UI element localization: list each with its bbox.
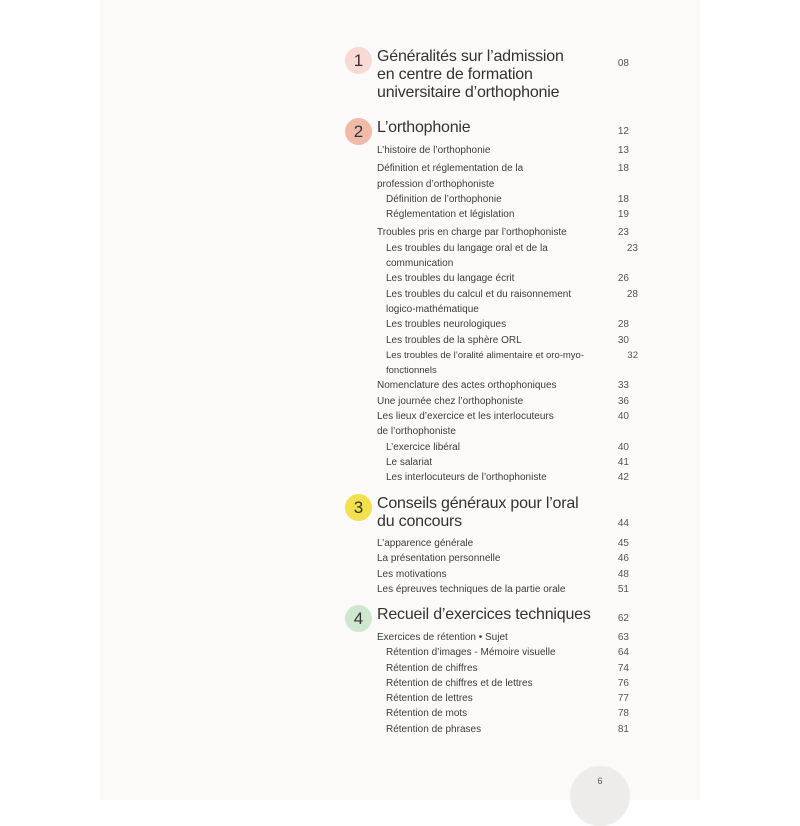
entry-page: 64 [617, 647, 629, 659]
section-1-number-badge: 1 [345, 47, 372, 74]
entry-title: Les interlocuteurs de l’orthophoniste [386, 472, 547, 484]
entry-page: 23 [626, 242, 638, 254]
entry-page: 30 [617, 334, 629, 346]
entry-page: 76 [617, 677, 629, 689]
entry-page: 46 [617, 553, 629, 565]
section-2-entries [377, 143, 638, 486]
entry-title: L’histoire de l’orthophonie [377, 145, 491, 156]
section-3-page: 44 [617, 518, 629, 529]
entry-title: Les épreuves techniques de la partie orale [377, 583, 566, 595]
page-number: 6 [597, 776, 603, 786]
section-2-page: 12 [617, 126, 629, 137]
entry-title: Les troubles de la sphère ORL [386, 334, 522, 346]
entry-page: 18 [617, 163, 629, 175]
entry-title: Nomenclature des actes orthophoniques [377, 380, 557, 392]
toc-entry [377, 691, 629, 706]
entry-title: Définition et réglementation de la profession d’orthophoniste [377, 163, 524, 190]
toc-entry [377, 348, 638, 379]
entry-page: 36 [617, 395, 629, 407]
entry-title: L’apparence générale [377, 538, 474, 549]
toc-entry [377, 207, 629, 222]
toc-entry [377, 333, 629, 348]
toc-entry [377, 241, 638, 272]
toc-entry [377, 536, 629, 551]
entry-page: 13 [617, 145, 629, 156]
entry-title: Les troubles du calcul et du raisonnement logico-mathématique [386, 288, 572, 315]
toc-entry [377, 661, 629, 676]
entry-title: Une journée chez l’orthophoniste [377, 395, 524, 407]
entry-page: 48 [617, 568, 629, 580]
toc-entry [377, 271, 629, 286]
section-3-number-badge: 3 [345, 494, 372, 521]
entry-title: Les lieux d’exercice et les interlocuteurs de l’orthophoniste [377, 411, 554, 438]
entry-page: 28 [626, 288, 638, 300]
toc-entry [377, 317, 629, 332]
entry-title: Réglementation et législation [386, 209, 515, 221]
entry-page: 40 [617, 441, 629, 453]
entry-page: 26 [617, 273, 629, 285]
entry-title: Les troubles du langage écrit [386, 273, 515, 285]
toc-entry [377, 645, 629, 660]
section-1-page: 08 [617, 58, 629, 69]
entry-page: 74 [617, 662, 629, 674]
section-4-number-badge: 4 [345, 605, 372, 632]
entry-page: 42 [617, 472, 629, 484]
toc-entry [377, 630, 629, 645]
entry-title: Les troubles neurologiques [386, 319, 507, 331]
toc-entry [377, 676, 629, 691]
entry-page: 23 [617, 227, 629, 239]
toc-entry [377, 455, 629, 470]
entry-title: Les troubles de l’oralité alimentaire et oro-myo-fonctionnels [386, 349, 585, 377]
toc-entry [377, 409, 629, 440]
entry-page: 18 [617, 193, 629, 205]
entry-page: 51 [617, 583, 629, 595]
section-2-number-badge: 2 [345, 118, 372, 145]
entry-page: 40 [617, 411, 629, 423]
toc-entry [377, 567, 629, 582]
toc-entry [377, 143, 629, 158]
entry-title: Rétention d’images - Mémoire visuelle [386, 647, 556, 659]
entry-title: Rétention de chiffres et de lettres [386, 677, 533, 689]
section-4-page: 62 [617, 613, 629, 624]
entry-page: 41 [617, 456, 629, 468]
entry-page: 28 [617, 319, 629, 331]
toc-entry [377, 161, 629, 192]
entry-title: Troubles pris en charge par l’orthophoniste [377, 227, 567, 239]
entry-title: Rétention de lettres [386, 693, 473, 705]
toc-entry [377, 287, 638, 318]
section-4-entries [377, 630, 629, 737]
section-3-entries [377, 536, 629, 597]
toc-entry [377, 440, 629, 455]
entry-page: 78 [617, 708, 629, 720]
section-2-title: L’orthophonie [377, 119, 471, 136]
entry-title: La présentation personnelle [377, 553, 501, 565]
entry-title: Définition de l’orthophonie [386, 193, 502, 205]
page-number-tab [570, 766, 630, 826]
entry-title: L’exercice libéral [386, 441, 460, 453]
entry-title: Rétention de phrases [386, 723, 482, 735]
entry-page: 63 [617, 632, 629, 643]
entry-page: 32 [627, 349, 638, 361]
toc-entry [377, 470, 629, 485]
toc-entry [377, 551, 629, 566]
section-3-title: Conseils généraux pour l’oral du concours [377, 495, 579, 530]
entry-title: Le salariat [386, 456, 433, 468]
entry-title: Rétention de mots [386, 708, 468, 720]
entry-page: 33 [617, 380, 629, 392]
entry-title: Exercices de rétention • Sujet [377, 632, 508, 643]
section-4-title: Recueil d’exercices techniques [377, 606, 591, 623]
entry-title: Les motivations [377, 568, 447, 580]
toc-entry [377, 722, 629, 737]
entry-page: 45 [617, 538, 629, 549]
entry-title: Rétention de chiffres [386, 662, 478, 674]
toc-entry [377, 225, 629, 240]
section-1-title: Généralités sur l’admission en centre de formation universitaire d’orthophonie [377, 48, 564, 101]
toc-entry [377, 706, 629, 721]
entry-page: 19 [617, 209, 629, 221]
toc-entry [377, 192, 629, 207]
entry-page: 77 [617, 693, 629, 705]
toc-entry [377, 378, 629, 393]
toc-entry [377, 582, 629, 597]
toc-entry [377, 394, 629, 409]
entry-page: 81 [617, 723, 629, 735]
entry-title: Les troubles du langage oral et de la communication [386, 242, 548, 270]
